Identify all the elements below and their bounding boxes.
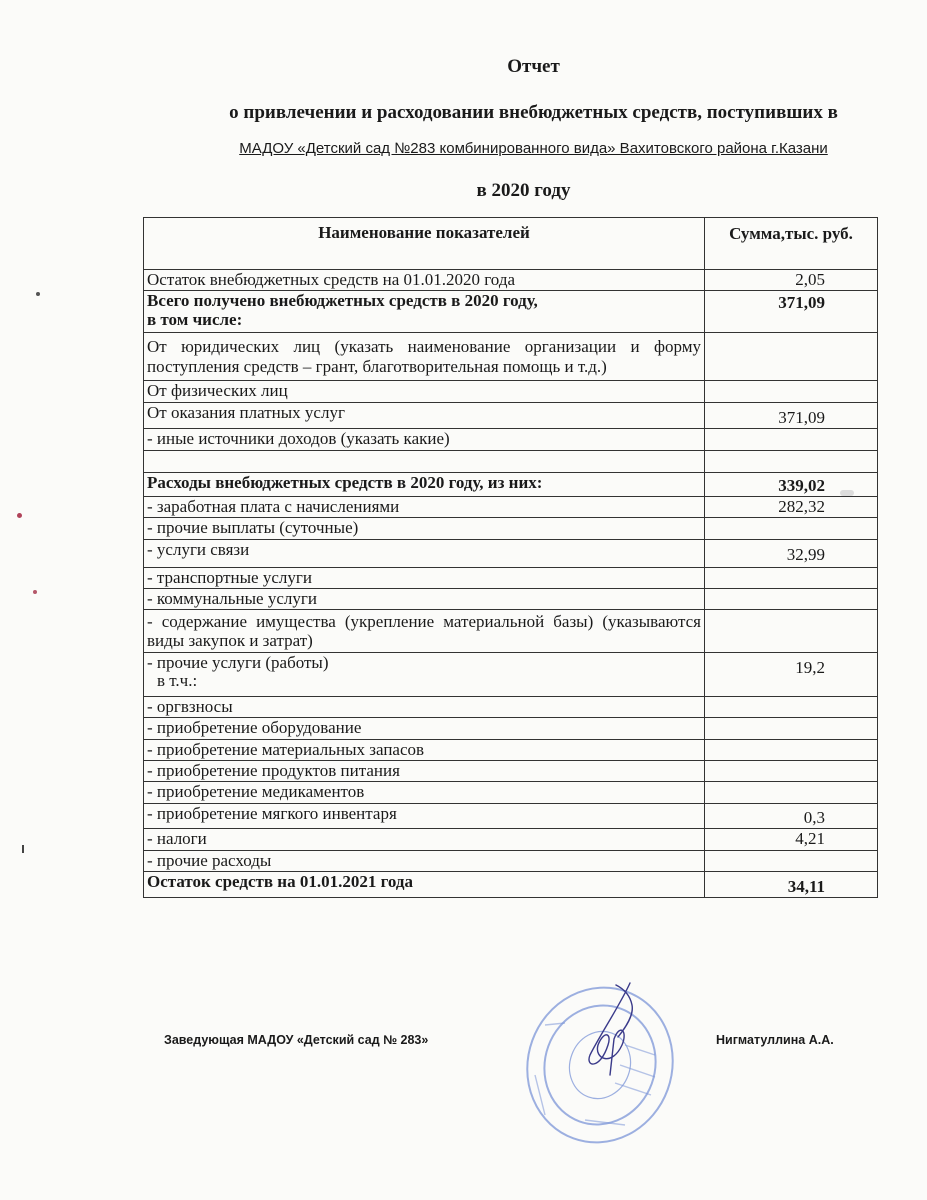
row-value: 0,3 — [705, 803, 878, 828]
row-value: 19,2 — [705, 653, 878, 697]
row-label: - приобретение материальных запасов — [144, 739, 705, 760]
table-row — [144, 429, 878, 450]
row-label — [144, 291, 705, 333]
scan-speck — [36, 292, 40, 296]
column-header-sum: Сумма,тыс. руб. — [705, 218, 878, 270]
row-value: 2,05 — [705, 270, 878, 291]
row-value — [705, 850, 878, 871]
row-label: - оргвзносы — [144, 697, 705, 718]
report-table — [143, 217, 878, 898]
row-value — [705, 567, 878, 588]
table-row — [144, 761, 878, 782]
table-row — [144, 610, 878, 653]
row-label: - приобретение продуктов питания — [144, 761, 705, 782]
row-label: - приобретение оборудование — [144, 718, 705, 739]
row-label — [144, 653, 705, 697]
row-value — [705, 697, 878, 718]
table-row — [144, 697, 878, 718]
row-value — [705, 429, 878, 450]
table-row — [144, 803, 878, 828]
row-value: 282,32 — [705, 496, 878, 517]
table-row — [144, 739, 878, 760]
table-row — [144, 871, 878, 897]
table-row — [144, 588, 878, 609]
table-row — [144, 718, 878, 739]
row-value: 34,11 — [705, 871, 878, 897]
row-value: 371,09 — [705, 402, 878, 428]
row-value: 32,99 — [705, 539, 878, 567]
table-row — [144, 782, 878, 803]
scan-speck — [33, 590, 37, 594]
table-row — [144, 270, 878, 291]
row-label-line2: в том числе: — [147, 309, 243, 329]
table-row — [144, 381, 878, 402]
row-label: - налоги — [144, 829, 705, 850]
row-label: - транспортные услуги — [144, 567, 705, 588]
row-label: От физических лиц — [144, 381, 705, 402]
row-label: - приобретение медикаментов — [144, 782, 705, 803]
row-label: Остаток внебюджетных средств на 01.01.2020 года — [144, 270, 705, 291]
table-row — [144, 402, 878, 428]
row-value: 4,21 — [705, 829, 878, 850]
row-label-line1: - прочие услуги (работы) — [147, 653, 329, 673]
table-row — [144, 850, 878, 871]
table-row — [144, 567, 878, 588]
row-label-line2: в т.ч.: — [157, 671, 198, 691]
table-row — [144, 472, 878, 496]
table-header-row — [144, 218, 878, 270]
row-value — [705, 450, 878, 472]
row-label: От оказания платных услуг — [144, 402, 705, 428]
table-row — [144, 829, 878, 850]
row-value — [705, 610, 878, 653]
column-header-name: Наименование показателей — [144, 218, 705, 270]
row-label: - коммунальные услуги — [144, 588, 705, 609]
row-label: - услуги связи — [144, 539, 705, 567]
row-label: Расходы внебюджетных средств в 2020 году, из них: — [144, 472, 705, 496]
row-label: - иные источники доходов (указать какие) — [144, 429, 705, 450]
row-label: - содержание имущества (укрепление материальной базы) (указываются виды закупок и затрат) — [144, 610, 705, 653]
table-row — [144, 539, 878, 567]
row-label: - приобретение мягкого инвентаря — [144, 803, 705, 828]
table-row-empty — [144, 450, 878, 472]
row-label: - заработная плата с начислениями — [144, 496, 705, 517]
scan-speck — [22, 845, 24, 853]
report-year: в 2020 году — [476, 180, 571, 201]
table-row — [144, 333, 878, 381]
row-value — [705, 782, 878, 803]
table-row — [144, 291, 878, 333]
row-label: Остаток средств на 01.01.2021 года — [144, 871, 705, 897]
row-value — [705, 588, 878, 609]
table-row — [144, 653, 878, 697]
report-subtitle: о привлечении и расходовании внебюджетных средств, поступивших в — [229, 102, 838, 123]
row-value: 371,09 — [705, 291, 878, 333]
table-row — [144, 518, 878, 539]
row-value: 339,02 — [705, 472, 878, 496]
row-value — [705, 333, 878, 381]
row-value — [705, 761, 878, 782]
scan-speck — [17, 513, 22, 518]
row-label: - прочие расходы — [144, 850, 705, 871]
row-value — [705, 381, 878, 402]
signatory-position: Заведующая МАДОУ «Детский сад № 283» — [164, 1033, 429, 1047]
row-label-line1: Всего получено внебюджетных средств в 2020 году, — [147, 291, 538, 311]
row-value — [705, 518, 878, 539]
row-label — [144, 450, 705, 472]
report-title: Отчет — [507, 56, 560, 77]
table-row — [144, 496, 878, 517]
signatory-name: Нигматуллина А.А. — [716, 1033, 834, 1047]
signature — [560, 975, 670, 1085]
row-label: - прочие выплаты (суточные) — [144, 518, 705, 539]
row-value — [705, 739, 878, 760]
row-value — [705, 718, 878, 739]
organization-name: МАДОУ «Детский сад №283 комбинированного вида» Вахитовского района г.Казани — [239, 140, 828, 157]
scan-speck — [840, 490, 854, 496]
row-label: От юридических лиц (указать наименование организации и форму поступления средств – грант, благотворительная помощь и т.д.) — [144, 333, 705, 381]
